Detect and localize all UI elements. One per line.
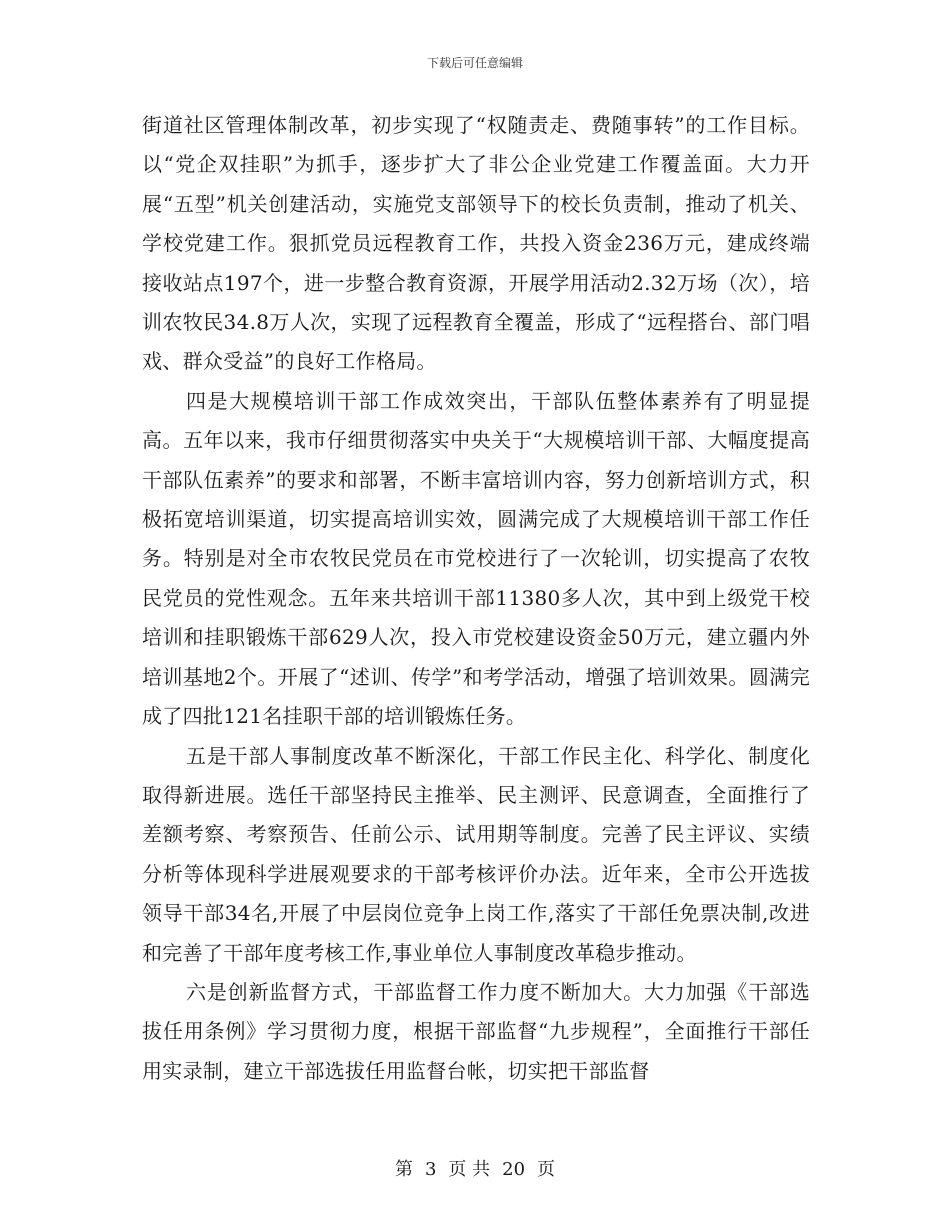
- paragraph-item-six: 六是创新监督方式，干部监督工作力度不断加大。大力加强《干部选拔任用条例》学习贯彻力度，根据干部监督“九步规程”，全面推行干部任用实录制，建立干部选拔任用监督台帐，切实把干部监督: [142, 979, 810, 1083]
- paragraph-item-five: 五是干部人事制度改革不断深化，干部工作民主化、科学化、制度化取得新进展。选任干部坚持民主推举、民主测评、民意调查，全面推行了差额考察、考察预告、任前公示、试用期等制度。完善了民主评议、实绩分析等体现科学进展观要求的干部考核评价办法。近年来，全市公开选拔领导干部34名,开展了中层岗位竞争上岗工作,落实了干部任免票决制,改进和完善了干部年度考核工作,事业单位人事制度改革稳步推动。: [142, 743, 810, 965]
- page-label-mid: 页 共: [448, 1159, 491, 1180]
- header-note: 下载后可任意编辑: [426, 56, 523, 70]
- page-label-prefix: 第: [394, 1159, 413, 1180]
- page-header: [0, 54, 950, 71]
- page-footer: [0, 1155, 950, 1181]
- page-number-total: 20: [502, 1159, 526, 1180]
- page-label-suffix: 页: [537, 1159, 556, 1180]
- paragraph-continuation: 街道社区管理体制改革，初步实现了“权随责走、费随事转”的工作目标。以“党企双挂职”为抓手，逐步扩大了非公企业党建工作覆盖面。大力开展“五型”机关创建活动，实施党支部领导下的校长负责制，推动了机关、学校党建工作。狠抓党员远程教育工作，共投入资金236万元，建成终端接收站点197个，进一步整合教育资源，开展学用活动2.32万场（次），培训农牧民34.8万人次，实现了远程教育全覆盖，形成了“远程搭台、部门唱戏、群众受益”的良好工作格局。: [142, 113, 810, 374]
- page-number-current: 3: [424, 1159, 437, 1180]
- paragraph-item-four: 四是大规模培训干部工作成效突出，干部队伍整体素养有了明显提高。五年以来，我市仔细贯彻落实中央关于“大规模培训干部、大幅度提高干部队伍素养”的要求和部署，不断丰富培训内容，努力创新培训方式，积极拓宽培训渠道，切实提高培训实效，圆满完成了大规模培训干部工作任务。特别是对全市农牧民党员在市党校进行了一次轮训，切实提高了农牧民党员的党性观念。五年来共培训干部11380多人次，其中到上级党干校培训和挂职锻炼干部629人次，投入市党校建设资金50万元，建立疆内外培训基地2个。开展了“述训、传学”和考学活动，增强了培训效果。圆满完成了四批121名挂职干部的培训锻炼任务。: [142, 388, 810, 729]
- document-body: [142, 106, 810, 1091]
